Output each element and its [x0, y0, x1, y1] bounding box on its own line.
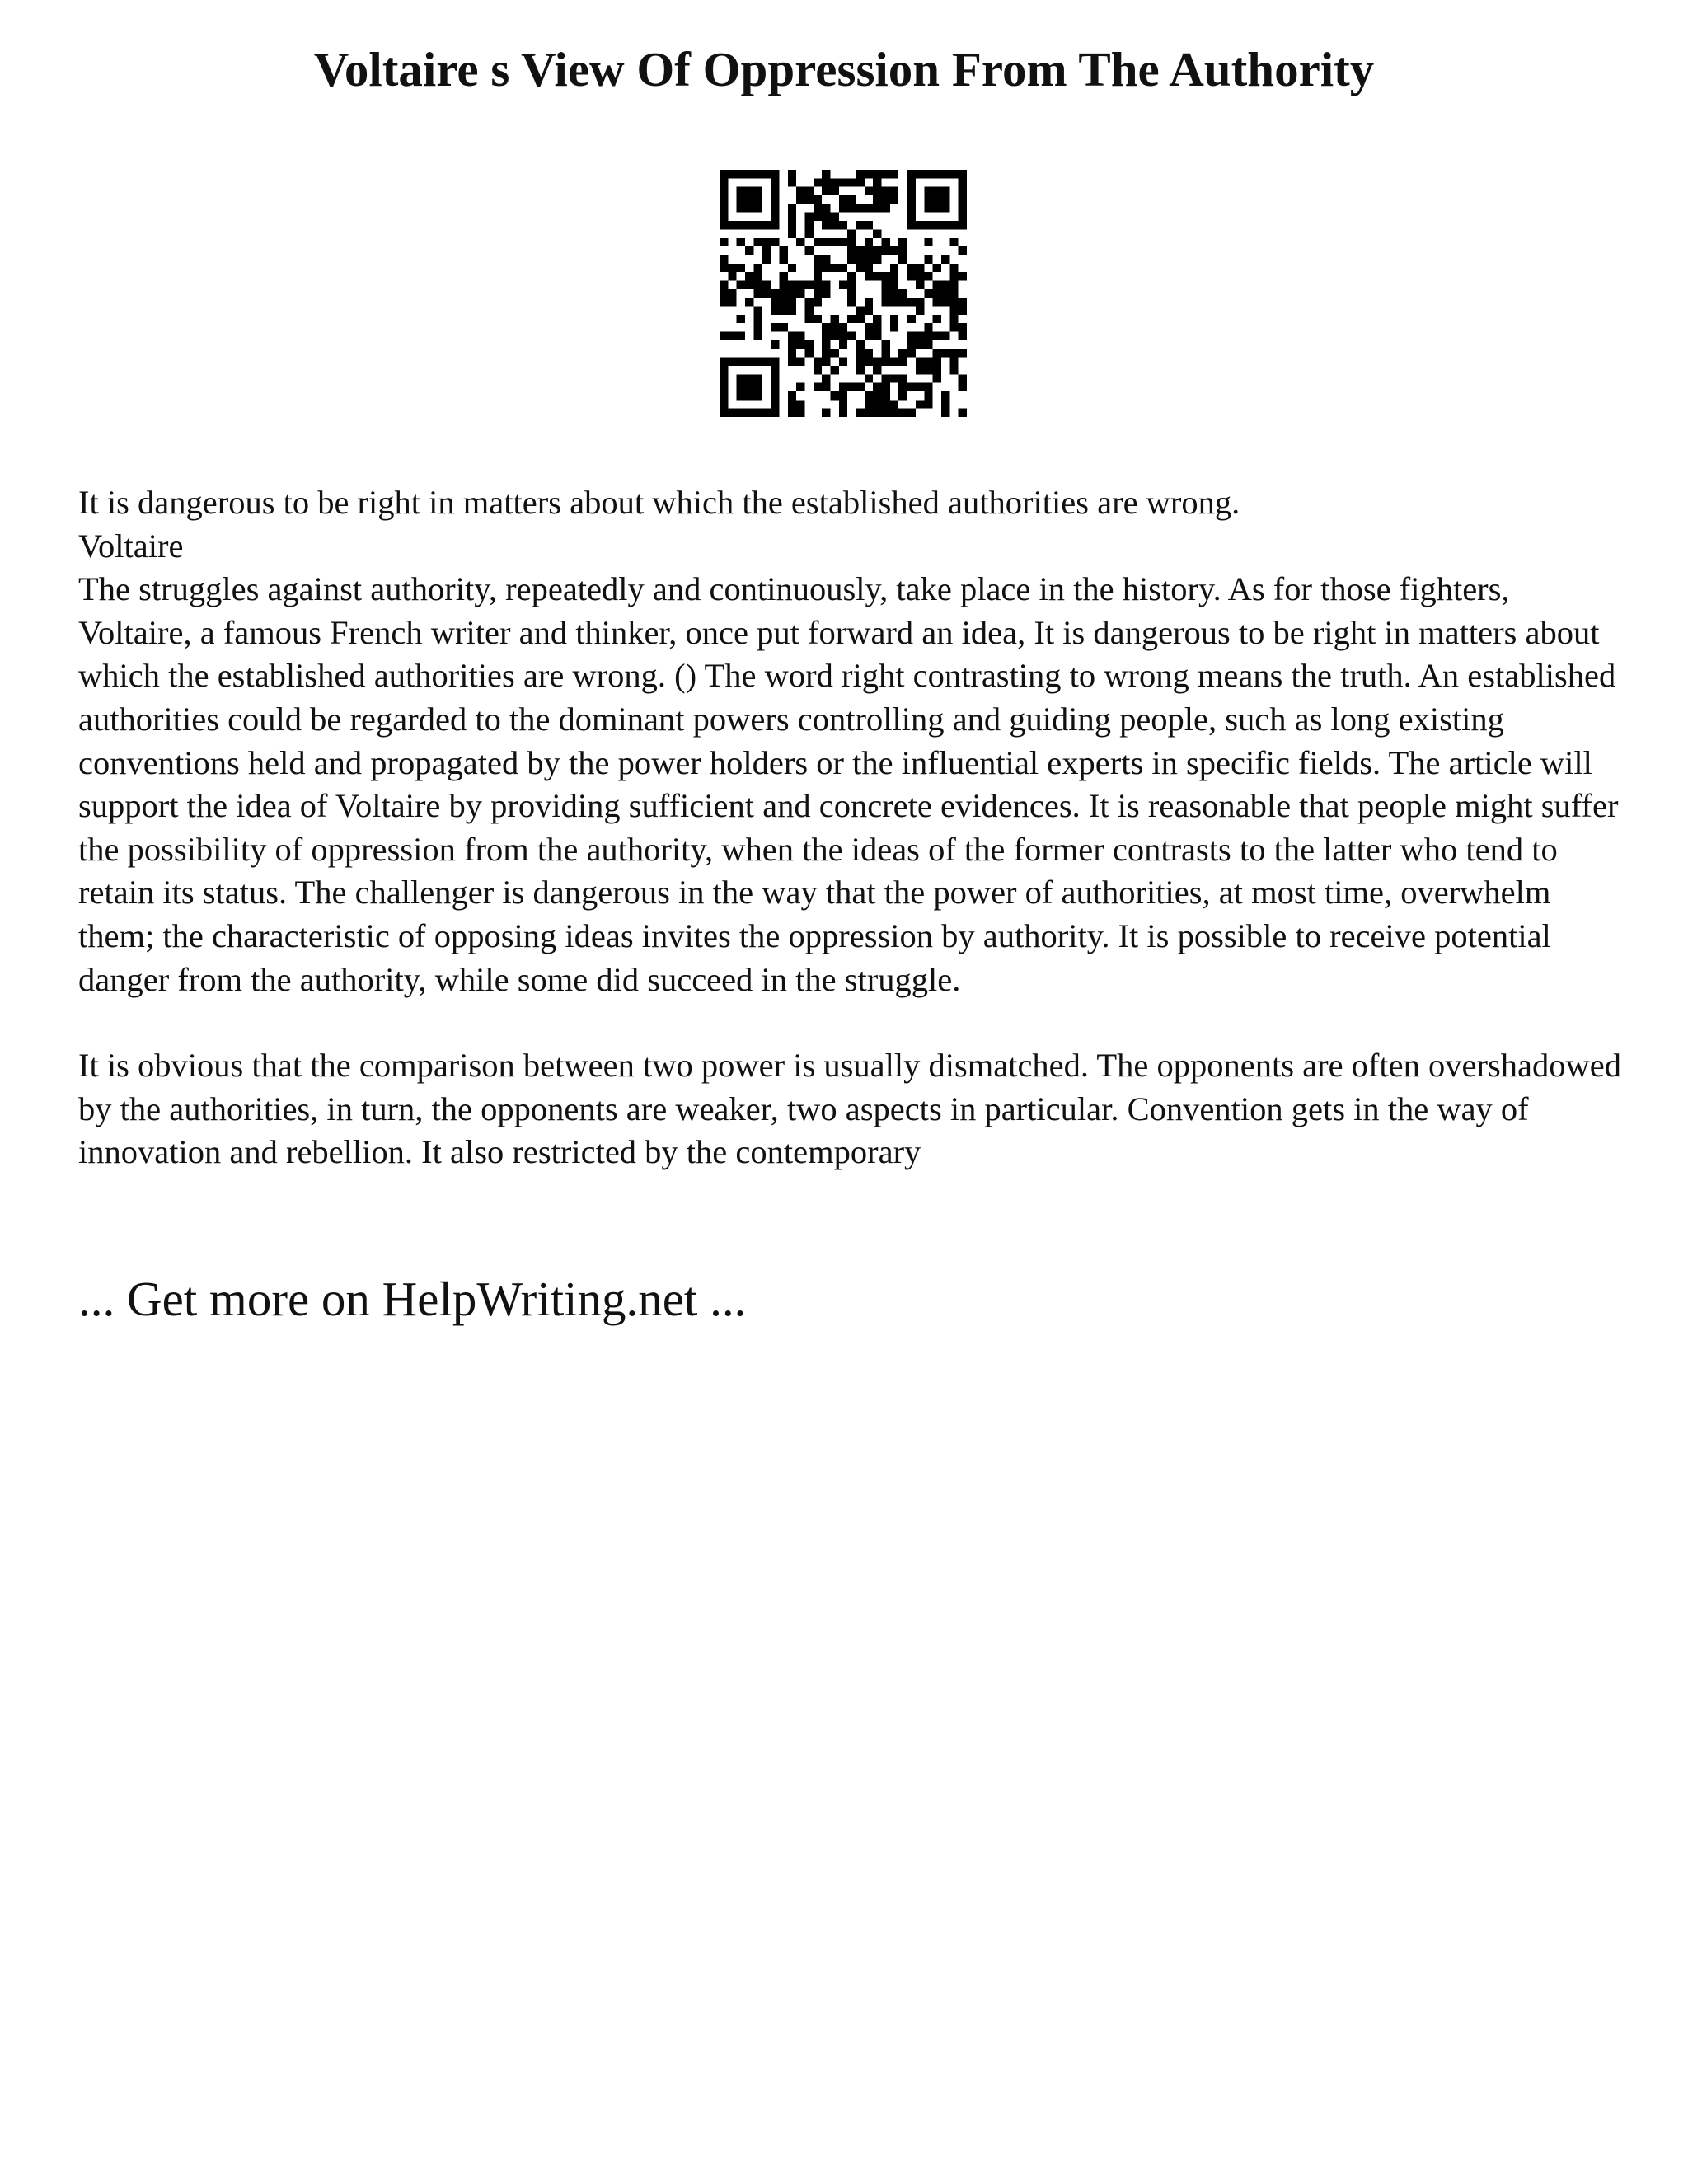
essay-body	[78, 481, 1628, 1174]
paragraph-gap	[78, 1001, 1628, 1044]
epigraph-quote: It is dangerous to be right in matters about which the established authorities are wrong.	[78, 484, 1240, 521]
epigraph-attribution: Voltaire	[78, 527, 184, 565]
page-title: Voltaire s View Of Oppression From The Authority	[313, 42, 1375, 96]
qr-code-icon	[720, 170, 967, 417]
get-more-link[interactable]: ... Get more on HelpWriting.net ...	[78, 1272, 747, 1326]
paragraph-2: It is obvious that the comparison between two power is usually dismatched. The opponents are often overshadowed by the authorities, in turn, the opponents are weaker, two aspects in particular. Convention gets in the way of innovation and rebellion. It also restricted by the contemporary	[78, 1047, 1621, 1171]
paragraph-1: The struggles against authority, repeatedly and continuously, take place in the history. As for those fighters, Voltaire, a famous French writer and thinker, once put forward an idea, It is dangerous to be right in matters about which the established authorities are wrong. () The word right contrasting to wrong means the truth. An established authorities could be regarded to the dominant powers controlling and guiding people, such as long existing conventions held and propagated by the power holders or the influential experts in specific fields. The article will support the idea of Voltaire by providing sufficient and concrete evidences. It is reasonable that people might suffer the possibility of oppression from the authority, when the ideas of the former contrasts to the latter who tend to retain its status. The challenger is dangerous in the way that the power of authorities, at most time, overwhelm them; the characteristic of opposing ideas invites the oppression by authority. It is possible to receive potential danger from the authority, while some did succeed in the struggle.	[78, 570, 1619, 998]
